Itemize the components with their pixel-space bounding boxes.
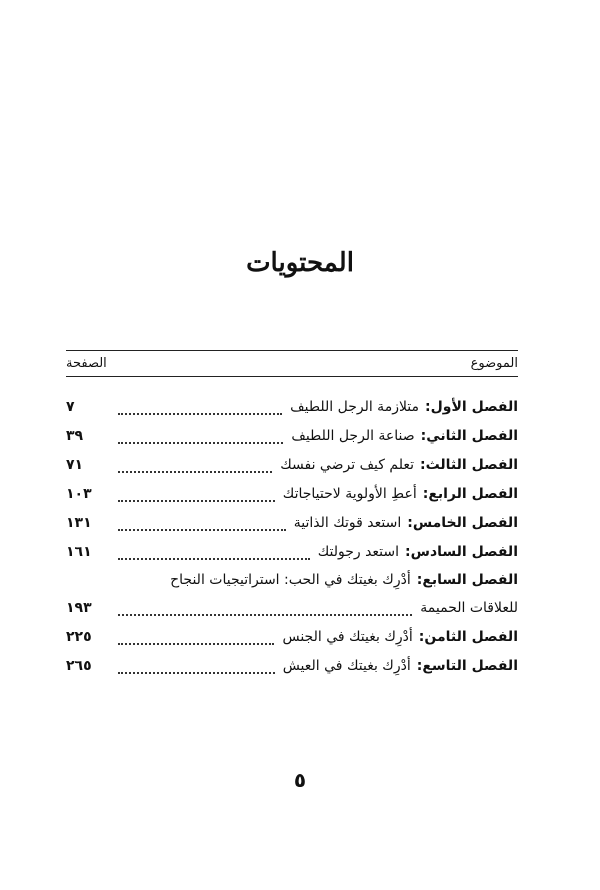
chapter-label: الفصل الثالث: (420, 456, 518, 473)
chapter-page-number: ٣٩ (66, 427, 84, 444)
dot-leader (118, 490, 275, 502)
chapter-title: أدْرِك بغيتك في الجنس (282, 628, 413, 645)
toc-entry-6 (66, 537, 518, 566)
chapter-title: أدْرِك بغيتك في العيش (282, 657, 411, 674)
chapter-title: متلازمة الرجل اللطيف (290, 398, 420, 415)
dot-leader (118, 461, 272, 473)
dot-leader (118, 403, 282, 415)
chapter-label: الفصل الرابع: (422, 485, 518, 502)
chapter-page-number: ١٠٣ (66, 485, 92, 502)
chapter-label: الفصل الخامس: (407, 514, 518, 531)
dot-leader (118, 548, 310, 560)
toc-entry-7-continued (66, 593, 518, 622)
toc-entry-3 (66, 450, 518, 479)
chapter-label: الفصل الثاني: (420, 427, 518, 444)
page-number: ٥ (293, 768, 307, 792)
dot-leader (118, 662, 275, 674)
chapter-title: صناعة الرجل اللطيف (291, 427, 415, 444)
chapter-page-number: ٧ (66, 398, 75, 415)
dot-leader (118, 633, 274, 645)
chapter-label: الفصل الثامن: (418, 628, 518, 645)
dot-leader (118, 519, 286, 531)
chapter-title: استعد قوتك الذاتية (293, 514, 402, 531)
chapter-page-number: ٧١ (66, 456, 84, 473)
chapter-page-number: ١٣١ (66, 514, 92, 531)
toc-entry-5 (66, 508, 518, 537)
dot-leader (118, 432, 283, 444)
toc-entry-4 (66, 479, 518, 508)
toc-entry-7 (66, 566, 518, 593)
chapter-title: أدْرِك بغيتك في الحب: استراتيجيات النجاح (170, 571, 411, 588)
toc-entry-2 (66, 421, 518, 450)
toc-entry-8 (66, 622, 518, 651)
chapter-title: تعلم كيف ترضي نفسك (280, 456, 414, 473)
table-of-contents (66, 392, 518, 680)
dot-leader (118, 604, 412, 616)
chapter-title: استعد رجولتك (317, 543, 400, 560)
toc-entry-9 (66, 651, 518, 680)
chapter-label: الفصل الأول: (425, 398, 518, 415)
chapter-title: أعطِ الأولوية لاحتياجاتك (282, 485, 417, 502)
page-column-label: الصفحة (66, 356, 107, 371)
chapter-page-number: ١٩٣ (66, 599, 92, 616)
page-title: المحتويات (246, 248, 354, 278)
chapter-page-number: ٢٦٥ (66, 657, 92, 674)
header-top-rule (66, 350, 518, 351)
header-bottom-rule (66, 376, 518, 377)
chapter-label: الفصل السادس: (405, 543, 518, 560)
chapter-title-continued: للعلاقات الحميمة (420, 599, 518, 616)
chapter-label: الفصل التاسع: (416, 657, 518, 674)
chapter-page-number: ١٦١ (66, 543, 92, 560)
toc-entry-1 (66, 392, 518, 421)
subject-column-label: الموضوع (470, 356, 518, 371)
chapter-page-number: ٢٢٥ (66, 628, 92, 645)
chapter-label: الفصل السابع: (416, 571, 518, 588)
